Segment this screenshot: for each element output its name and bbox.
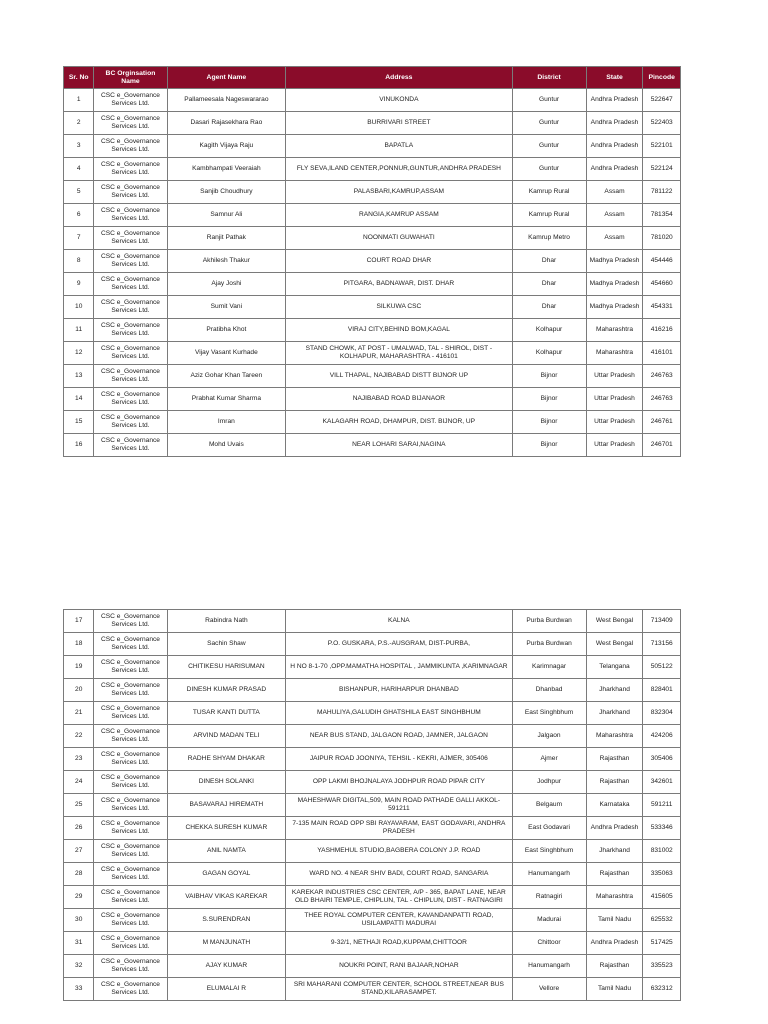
state-cell: Tamil Nadu <box>586 909 643 932</box>
sr-no-cell: 32 <box>64 955 94 978</box>
header-pincode: Pincode <box>643 67 681 89</box>
sr-no-cell: 31 <box>64 932 94 955</box>
address-cell: MAHULIYA,GALUDIH GHATSHILA EAST SINGHBHUM <box>286 702 512 725</box>
address-cell: VILL THAPAL, NAJIBABAD DISTT BIJNOR UP <box>286 365 512 388</box>
agent-name-cell: RADHE SHYAM DHAKAR <box>167 748 286 771</box>
header-row <box>64 67 681 89</box>
table-row <box>64 656 681 679</box>
district-cell: Kolhapur <box>512 342 586 365</box>
table-row <box>64 135 681 158</box>
district-cell: Dhanbad <box>512 679 586 702</box>
sr-no-cell: 28 <box>64 863 94 886</box>
org-name-cell: CSC e_Governance Services Ltd. <box>94 89 167 112</box>
district-cell: Kamrup Rural <box>512 181 586 204</box>
agent-name-cell: S.SURENDRAN <box>167 909 286 932</box>
agent-name-cell: M MANJUNATH <box>167 932 286 955</box>
address-cell: YASHMEHUL STUDIO,BAGBERA COLONY J.P. ROAD <box>286 840 512 863</box>
pincode-cell: 517425 <box>643 932 681 955</box>
org-name-cell: CSC e_Governance Services Ltd. <box>94 610 167 633</box>
pincode-cell: 625532 <box>643 909 681 932</box>
pincode-cell: 832304 <box>643 702 681 725</box>
header-org-name: BC Orginsation Name <box>94 67 167 89</box>
state-cell: West Bengal <box>586 633 643 656</box>
state-cell: Uttar Pradesh <box>586 365 643 388</box>
agents-table-top <box>63 66 681 457</box>
org-name-cell: CSC e_Governance Services Ltd. <box>94 702 167 725</box>
pincode-cell: 424206 <box>643 725 681 748</box>
district-cell: Kamrup Metro <box>512 227 586 250</box>
pincode-cell: 713156 <box>643 633 681 656</box>
pincode-cell: 415605 <box>643 886 681 909</box>
table-row <box>64 250 681 273</box>
district-cell: Bijnor <box>512 434 586 457</box>
district-cell: Bijnor <box>512 411 586 434</box>
address-cell: NAJIBABAD ROAD BIJANAOR <box>286 388 512 411</box>
sr-no-cell: 25 <box>64 794 94 817</box>
pincode-cell: 246701 <box>643 434 681 457</box>
district-cell: Madurai <box>512 909 586 932</box>
agent-name-cell: Pratibha Khot <box>167 319 286 342</box>
agent-name-cell: TUSAR KANTI DUTTA <box>167 702 286 725</box>
table-row <box>64 840 681 863</box>
state-cell: Rajasthan <box>586 955 643 978</box>
table-row <box>64 181 681 204</box>
org-name-cell: CSC e_Governance Services Ltd. <box>94 227 167 250</box>
sr-no-cell: 2 <box>64 112 94 135</box>
org-name-cell: CSC e_Governance Services Ltd. <box>94 342 167 365</box>
agent-name-cell: BASAVARAJ HIREMATH <box>167 794 286 817</box>
address-cell: VINUKONDA <box>286 89 512 112</box>
district-cell: Ratnagiri <box>512 886 586 909</box>
agent-name-cell: Ajay Joshi <box>167 273 286 296</box>
district-cell: Purba Burdwan <box>512 633 586 656</box>
table-row <box>64 679 681 702</box>
address-cell: PITGARA, BADNAWAR, DIST. DHAR <box>286 273 512 296</box>
pincode-cell: 781354 <box>643 204 681 227</box>
sr-no-cell: 13 <box>64 365 94 388</box>
district-cell: East Singhbhum <box>512 702 586 725</box>
address-cell: SRI MAHARANI COMPUTER CENTER, SCHOOL STREET,NEAR BUS STAND,KILARASAMPET. <box>286 978 512 1001</box>
address-cell: VIRAJ CITY,BEHIND BOM,KAGAL <box>286 319 512 342</box>
sr-no-cell: 30 <box>64 909 94 932</box>
sr-no-cell: 22 <box>64 725 94 748</box>
district-cell: East Singhbhum <box>512 840 586 863</box>
address-cell: 9-32/1, NETHAJI ROAD,KUPPAM,CHITTOOR <box>286 932 512 955</box>
state-cell: Maharashtra <box>586 725 643 748</box>
district-cell: Dhar <box>512 296 586 319</box>
district-cell: Bijnor <box>512 365 586 388</box>
address-cell: BISHANPUR, HARIHARPUR DHANBAD <box>286 679 512 702</box>
agent-name-cell: Kambhampati Veeraiah <box>167 158 286 181</box>
address-cell: KAREKAR INDUSTRIES CSC CENTER, A/P - 365, BAPAT LANE, NEAR OLD BHAIRI TEMPLE, CHIPLUN, TAL - CHIPLUN, DIST - RATNAGIRI <box>286 886 512 909</box>
district-cell: Guntur <box>512 89 586 112</box>
state-cell: Assam <box>586 181 643 204</box>
sr-no-cell: 14 <box>64 388 94 411</box>
table-row <box>64 388 681 411</box>
pincode-cell: 305406 <box>643 748 681 771</box>
agent-name-cell: DINESH SOLANKI <box>167 771 286 794</box>
sr-no-cell: 19 <box>64 656 94 679</box>
table-row <box>64 411 681 434</box>
district-cell: Belgaum <box>512 794 586 817</box>
org-name-cell: CSC e_Governance Services Ltd. <box>94 135 167 158</box>
org-name-cell: CSC e_Governance Services Ltd. <box>94 955 167 978</box>
sr-no-cell: 4 <box>64 158 94 181</box>
org-name-cell: CSC e_Governance Services Ltd. <box>94 319 167 342</box>
state-cell: Jharkhand <box>586 702 643 725</box>
header-district: District <box>512 67 586 89</box>
table-row <box>64 434 681 457</box>
state-cell: Maharashtra <box>586 886 643 909</box>
pincode-cell: 828401 <box>643 679 681 702</box>
state-cell: Rajasthan <box>586 863 643 886</box>
header-state: State <box>586 67 643 89</box>
sr-no-cell: 5 <box>64 181 94 204</box>
agent-name-cell: Ranjit Pathak <box>167 227 286 250</box>
pincode-cell: 591211 <box>643 794 681 817</box>
state-cell: Andhra Pradesh <box>586 932 643 955</box>
district-cell: Hanumangarh <box>512 955 586 978</box>
state-cell: Rajasthan <box>586 748 643 771</box>
agents-table-bottom <box>63 609 681 1001</box>
table-row <box>64 319 681 342</box>
agent-name-cell: Prabhat Kumar Sharma <box>167 388 286 411</box>
pincode-cell: 454331 <box>643 296 681 319</box>
org-name-cell: CSC e_Governance Services Ltd. <box>94 411 167 434</box>
agent-name-cell: ELUMALAI R <box>167 978 286 1001</box>
state-cell: Jharkhand <box>586 840 643 863</box>
table-row <box>64 955 681 978</box>
state-cell: Assam <box>586 204 643 227</box>
address-cell: WARD NO. 4 NEAR SHIV BADI, COURT ROAD, SANGARIA <box>286 863 512 886</box>
table-body-top <box>64 89 681 457</box>
pincode-cell: 335523 <box>643 955 681 978</box>
org-name-cell: CSC e_Governance Services Ltd. <box>94 388 167 411</box>
sr-no-cell: 27 <box>64 840 94 863</box>
sr-no-cell: 18 <box>64 633 94 656</box>
address-cell: NOONMATI GUWAHATI <box>286 227 512 250</box>
district-cell: Bijnor <box>512 388 586 411</box>
sr-no-cell: 16 <box>64 434 94 457</box>
agent-name-cell: Samnur Ali <box>167 204 286 227</box>
pincode-cell: 632312 <box>643 978 681 1001</box>
district-cell: Guntur <box>512 112 586 135</box>
address-cell: THEE ROYAL COMPUTER CENTER, KAVANDANPATTI ROAD, USILAMPATTI MADURAI <box>286 909 512 932</box>
header-agent-name: Agent Name <box>167 67 286 89</box>
sr-no-cell: 23 <box>64 748 94 771</box>
agent-name-cell: Sachin Shaw <box>167 633 286 656</box>
address-cell: STAND CHOWK, AT POST - UMALWAD, TAL - SHIROL, DIST - KOLHAPUR, MAHARASHTRA - 416101 <box>286 342 512 365</box>
org-name-cell: CSC e_Governance Services Ltd. <box>94 296 167 319</box>
state-cell: Maharashtra <box>586 342 643 365</box>
address-cell: KALNA <box>286 610 512 633</box>
agent-name-cell: ANIL NAMTA <box>167 840 286 863</box>
sr-no-cell: 17 <box>64 610 94 633</box>
pincode-cell: 246763 <box>643 365 681 388</box>
org-name-cell: CSC e_Governance Services Ltd. <box>94 748 167 771</box>
table-row <box>64 932 681 955</box>
org-name-cell: CSC e_Governance Services Ltd. <box>94 978 167 1001</box>
address-cell: PALASBARI,KAMRUP,ASSAM <box>286 181 512 204</box>
agent-name-cell: Mohd Uvais <box>167 434 286 457</box>
agent-name-cell: Aziz Gohar Khan Tareen <box>167 365 286 388</box>
table-row <box>64 748 681 771</box>
agent-name-cell: Rabindra Nath <box>167 610 286 633</box>
table-row <box>64 863 681 886</box>
sr-no-cell: 21 <box>64 702 94 725</box>
table-row <box>64 633 681 656</box>
pincode-cell: 533346 <box>643 817 681 840</box>
pincode-cell: 522403 <box>643 112 681 135</box>
sr-no-cell: 29 <box>64 886 94 909</box>
address-cell: BURRIVARI STREET <box>286 112 512 135</box>
header-sr-no: Sr. No <box>64 67 94 89</box>
agent-name-cell: AJAY KUMAR <box>167 955 286 978</box>
pincode-cell: 522124 <box>643 158 681 181</box>
address-cell: P.O. GUSKARA, P.S.-AUSGRAM, DIST-PURBA, <box>286 633 512 656</box>
agent-name-cell: Kagith Vijaya Raju <box>167 135 286 158</box>
table-row <box>64 204 681 227</box>
district-cell: Purba Burdwan <box>512 610 586 633</box>
table-row <box>64 296 681 319</box>
org-name-cell: CSC e_Governance Services Ltd. <box>94 886 167 909</box>
address-cell: H NO 8-1-70 ,OPP.MAMATHA HOSPITAL , JAMMIKUNTA ,KARIMNAGAR <box>286 656 512 679</box>
pincode-cell: 246763 <box>643 388 681 411</box>
district-cell: Kolhapur <box>512 319 586 342</box>
agent-name-cell: Dasari Rajasekhara Rao <box>167 112 286 135</box>
state-cell: Karnataka <box>586 794 643 817</box>
sr-no-cell: 1 <box>64 89 94 112</box>
org-name-cell: CSC e_Governance Services Ltd. <box>94 932 167 955</box>
agent-name-cell: ARVIND MADAN TELI <box>167 725 286 748</box>
table-body-bottom <box>64 610 681 1001</box>
address-cell: BAPATLA <box>286 135 512 158</box>
table-row <box>64 273 681 296</box>
table-row <box>64 89 681 112</box>
address-cell: NEAR BUS STAND, JALGAON ROAD, JAMNER, JALGAON <box>286 725 512 748</box>
org-name-cell: CSC e_Governance Services Ltd. <box>94 365 167 388</box>
agent-name-cell: Sumit Vani <box>167 296 286 319</box>
org-name-cell: CSC e_Governance Services Ltd. <box>94 771 167 794</box>
org-name-cell: CSC e_Governance Services Ltd. <box>94 434 167 457</box>
agent-name-cell: GAGAN GOYAL <box>167 863 286 886</box>
pincode-cell: 342601 <box>643 771 681 794</box>
org-name-cell: CSC e_Governance Services Ltd. <box>94 679 167 702</box>
org-name-cell: CSC e_Governance Services Ltd. <box>94 794 167 817</box>
address-cell: COURT ROAD DHAR <box>286 250 512 273</box>
table-row <box>64 725 681 748</box>
pincode-cell: 335063 <box>643 863 681 886</box>
pincode-cell: 454660 <box>643 273 681 296</box>
district-cell: Dhar <box>512 250 586 273</box>
org-name-cell: CSC e_Governance Services Ltd. <box>94 204 167 227</box>
sr-no-cell: 8 <box>64 250 94 273</box>
state-cell: Andhra Pradesh <box>586 817 643 840</box>
table-row <box>64 158 681 181</box>
district-cell: Guntur <box>512 135 586 158</box>
district-cell: Kamrup Rural <box>512 204 586 227</box>
district-cell: Guntur <box>512 158 586 181</box>
sr-no-cell: 11 <box>64 319 94 342</box>
sr-no-cell: 12 <box>64 342 94 365</box>
org-name-cell: CSC e_Governance Services Ltd. <box>94 840 167 863</box>
district-cell: Dhar <box>512 273 586 296</box>
org-name-cell: CSC e_Governance Services Ltd. <box>94 273 167 296</box>
district-cell: Jodhpur <box>512 771 586 794</box>
pincode-cell: 522647 <box>643 89 681 112</box>
agent-name-cell: Vijay Vasant Kurhade <box>167 342 286 365</box>
state-cell: Jharkhand <box>586 679 643 702</box>
sr-no-cell: 6 <box>64 204 94 227</box>
org-name-cell: CSC e_Governance Services Ltd. <box>94 158 167 181</box>
sr-no-cell: 7 <box>64 227 94 250</box>
sr-no-cell: 15 <box>64 411 94 434</box>
sr-no-cell: 10 <box>64 296 94 319</box>
org-name-cell: CSC e_Governance Services Ltd. <box>94 633 167 656</box>
state-cell: Madhya Pradesh <box>586 273 643 296</box>
org-name-cell: CSC e_Governance Services Ltd. <box>94 725 167 748</box>
table-row <box>64 365 681 388</box>
state-cell: Andhra Pradesh <box>586 112 643 135</box>
district-cell: East Godavari <box>512 817 586 840</box>
org-name-cell: CSC e_Governance Services Ltd. <box>94 909 167 932</box>
address-cell: FLY SEVA,ILAND CENTER,PONNUR,GUNTUR,ANDHRA PRADESH <box>286 158 512 181</box>
state-cell: Andhra Pradesh <box>586 158 643 181</box>
agent-name-cell: Pallameesala Nageswararao <box>167 89 286 112</box>
table-row <box>64 342 681 365</box>
pincode-cell: 416216 <box>643 319 681 342</box>
state-cell: Telangana <box>586 656 643 679</box>
sr-no-cell: 26 <box>64 817 94 840</box>
district-cell: Jalgaon <box>512 725 586 748</box>
table-row <box>64 909 681 932</box>
org-name-cell: CSC e_Governance Services Ltd. <box>94 112 167 135</box>
state-cell: West Bengal <box>586 610 643 633</box>
address-cell: 7-135 MAIN ROAD OPP SBI RAYAVARAM, EAST GODAVARI, ANDHRA PRADESH <box>286 817 512 840</box>
sr-no-cell: 20 <box>64 679 94 702</box>
pincode-cell: 781122 <box>643 181 681 204</box>
address-cell: MAHESHWAR DIGITAL,509, MAIN ROAD PATHADE GALLI AKKOL-591211 <box>286 794 512 817</box>
pincode-cell: 505122 <box>643 656 681 679</box>
pincode-cell: 246761 <box>643 411 681 434</box>
agent-name-cell: Sanjib Choudhury <box>167 181 286 204</box>
table-row <box>64 610 681 633</box>
header-address: Address <box>286 67 512 89</box>
pincode-cell: 522101 <box>643 135 681 158</box>
org-name-cell: CSC e_Governance Services Ltd. <box>94 863 167 886</box>
table-row <box>64 886 681 909</box>
table-row <box>64 771 681 794</box>
agent-name-cell: CHEKKA SURESH KUMAR <box>167 817 286 840</box>
org-name-cell: CSC e_Governance Services Ltd. <box>94 656 167 679</box>
state-cell: Uttar Pradesh <box>586 411 643 434</box>
state-cell: Andhra Pradesh <box>586 89 643 112</box>
district-cell: Vellore <box>512 978 586 1001</box>
agent-name-cell: Akhilesh Thakur <box>167 250 286 273</box>
org-name-cell: CSC e_Governance Services Ltd. <box>94 181 167 204</box>
sr-no-cell: 24 <box>64 771 94 794</box>
agent-name-cell: Imran <box>167 411 286 434</box>
address-cell: SILKUWA CSC <box>286 296 512 319</box>
pincode-cell: 713409 <box>643 610 681 633</box>
table-row <box>64 978 681 1001</box>
org-name-cell: CSC e_Governance Services Ltd. <box>94 817 167 840</box>
address-cell: JAIPUR ROAD JOONIYA, TEHSIL - KEKRI, AJMER, 305406 <box>286 748 512 771</box>
sr-no-cell: 3 <box>64 135 94 158</box>
table-row <box>64 227 681 250</box>
agent-name-cell: CHITIKESU HARISUMAN <box>167 656 286 679</box>
address-cell: NOUKRI POINT, RANI BAJAAR,NOHAR <box>286 955 512 978</box>
agent-name-cell: VAIBHAV VIKAS KAREKAR <box>167 886 286 909</box>
table-row <box>64 702 681 725</box>
sr-no-cell: 33 <box>64 978 94 1001</box>
state-cell: Rajasthan <box>586 771 643 794</box>
address-cell: RANGIA,KAMRUP ASSAM <box>286 204 512 227</box>
pincode-cell: 416101 <box>643 342 681 365</box>
pincode-cell: 454446 <box>643 250 681 273</box>
district-cell: Ajmer <box>512 748 586 771</box>
pincode-cell: 831002 <box>643 840 681 863</box>
table-row <box>64 817 681 840</box>
state-cell: Andhra Pradesh <box>586 135 643 158</box>
district-cell: Chittoor <box>512 932 586 955</box>
address-cell: NEAR LOHARI SARAI,NAGINA <box>286 434 512 457</box>
pincode-cell: 781020 <box>643 227 681 250</box>
agent-name-cell: DINESH KUMAR PRASAD <box>167 679 286 702</box>
table-row <box>64 112 681 135</box>
org-name-cell: CSC e_Governance Services Ltd. <box>94 250 167 273</box>
state-cell: Tamil Nadu <box>586 978 643 1001</box>
table-row <box>64 794 681 817</box>
state-cell: Uttar Pradesh <box>586 434 643 457</box>
address-cell: OPP LAKMI BHOJNALAYA JODHPUR ROAD PIPAR CITY <box>286 771 512 794</box>
district-cell: Hanumangarh <box>512 863 586 886</box>
address-cell: KALAGARH ROAD, DHAMPUR, DIST. BIJNOR, UP <box>286 411 512 434</box>
district-cell: Karimnagar <box>512 656 586 679</box>
state-cell: Assam <box>586 227 643 250</box>
sr-no-cell: 9 <box>64 273 94 296</box>
state-cell: Uttar Pradesh <box>586 388 643 411</box>
state-cell: Madhya Pradesh <box>586 296 643 319</box>
state-cell: Maharashtra <box>586 319 643 342</box>
state-cell: Madhya Pradesh <box>586 250 643 273</box>
